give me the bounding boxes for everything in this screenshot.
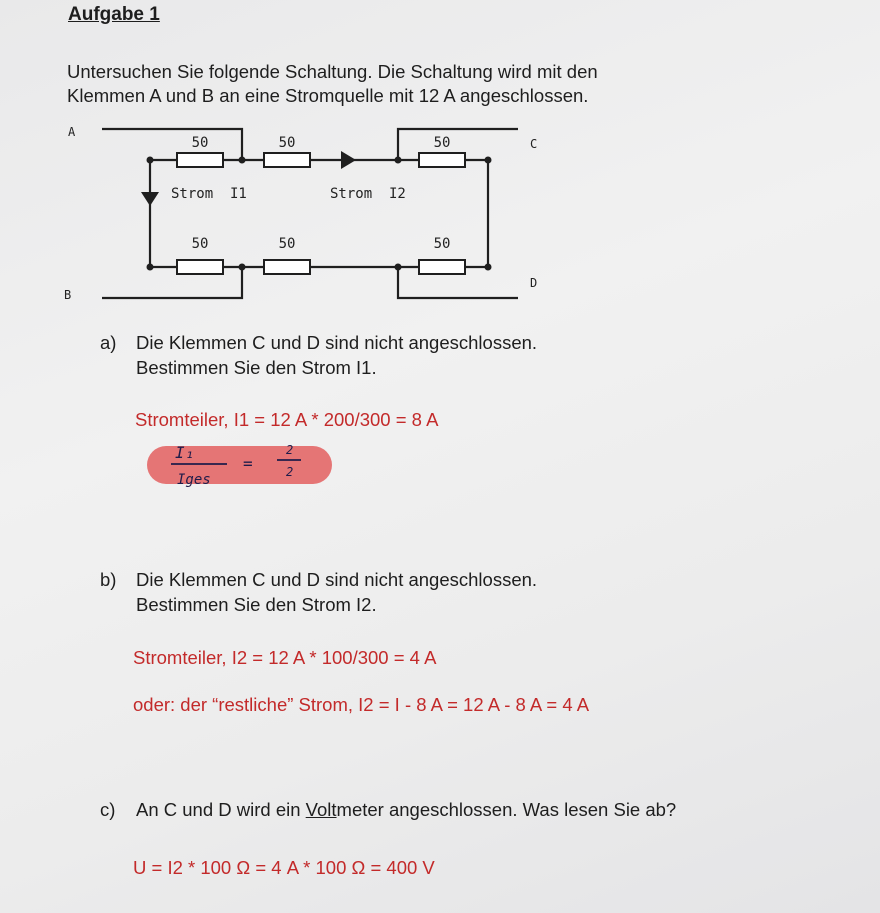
question-a — [100, 330, 537, 380]
answer-b-2: oder: der “restliche” Strom, I2 = I - 8 A = 12 A - 8 A = 4 A — [133, 694, 590, 715]
task-title: Aufgabe 1 — [68, 4, 160, 25]
question-b-line-1: Die Klemmen C und D sind nicht angeschlossen. — [136, 569, 538, 590]
handwritten-numerator: I₁ — [175, 443, 195, 462]
question-a-letter: a) — [100, 332, 117, 353]
question-a-line-2: Bestimmen Sie den Strom I1. — [136, 357, 377, 378]
label-strom-i1: Strom I1 — [171, 186, 247, 202]
handwritten-denominator: Iges — [177, 472, 211, 488]
terminal-a: A — [68, 125, 76, 139]
handwritten-rhs-top: 2 — [286, 443, 294, 457]
question-c-text-underlined: Volt — [305, 799, 337, 820]
junction-dot — [147, 264, 154, 271]
question-b-letter: b) — [100, 569, 117, 590]
intro-line-2: Klemmen A und B an eine Stromquelle mit 12 A angeschlossen. — [67, 85, 589, 106]
answer-a: Stromteiler, I1 = 12 A * 200/300 = 8 A — [135, 409, 439, 430]
resistor-top-1 — [177, 153, 223, 167]
junction-dot — [485, 157, 492, 164]
handwritten-fraction — [147, 436, 347, 492]
resistor-top-1-value: 50 — [191, 135, 209, 151]
question-a-line-1: Die Klemmen C und D sind nicht angeschlossen. — [136, 332, 538, 353]
handwritten-rhs-bottom: 2 — [286, 465, 294, 479]
question-c-text-1: An C und D wird ein — [136, 799, 306, 820]
circuit-diagram — [0, 0, 880, 320]
junction-dot — [239, 157, 246, 164]
junction-dot — [395, 157, 402, 164]
question-c-text-2: meter angeschlossen. Was lesen Sie ab? — [336, 799, 677, 820]
junction-dot — [485, 264, 492, 271]
question-b-line-2: Bestimmen Sie den Strom I2. — [136, 594, 377, 615]
arrow-i2-icon — [341, 151, 356, 169]
label-strom-i2: Strom I2 — [330, 186, 406, 202]
intro-line-1: Untersuchen Sie folgende Schaltung. Die Schaltung wird mit den — [67, 61, 598, 82]
answer-c: U = I2 * 100 Ω = 4 A * 100 Ω = 400 V — [133, 857, 435, 878]
resistor-bottom-3 — [419, 260, 465, 274]
arrow-i1-icon — [141, 192, 159, 206]
resistor-bottom-3-value: 50 — [433, 236, 451, 252]
junction-dot — [395, 264, 402, 271]
resistor-bottom-2 — [264, 260, 310, 274]
resistor-top-2-value: 50 — [278, 135, 296, 151]
resistor-top-2 — [264, 153, 310, 167]
terminal-b: B — [64, 288, 72, 302]
junction-dot — [239, 264, 246, 271]
resistor-bottom-1-value: 50 — [191, 236, 209, 252]
resistor-top-3 — [419, 153, 465, 167]
resistor-top-3-value: 50 — [433, 135, 451, 151]
question-c-letter: c) — [100, 799, 116, 820]
resistor-bottom-2-value: 50 — [278, 236, 296, 252]
handwritten-equals: = — [243, 454, 253, 473]
terminal-d: D — [530, 276, 538, 290]
question-c — [100, 797, 676, 822]
resistor-bottom-1 — [177, 260, 223, 274]
answer-b-1: Stromteiler, I2 = 12 A * 100/300 = 4 A — [133, 647, 437, 668]
junction-dot — [147, 157, 154, 164]
question-b — [100, 567, 537, 617]
terminal-c: C — [530, 137, 538, 151]
